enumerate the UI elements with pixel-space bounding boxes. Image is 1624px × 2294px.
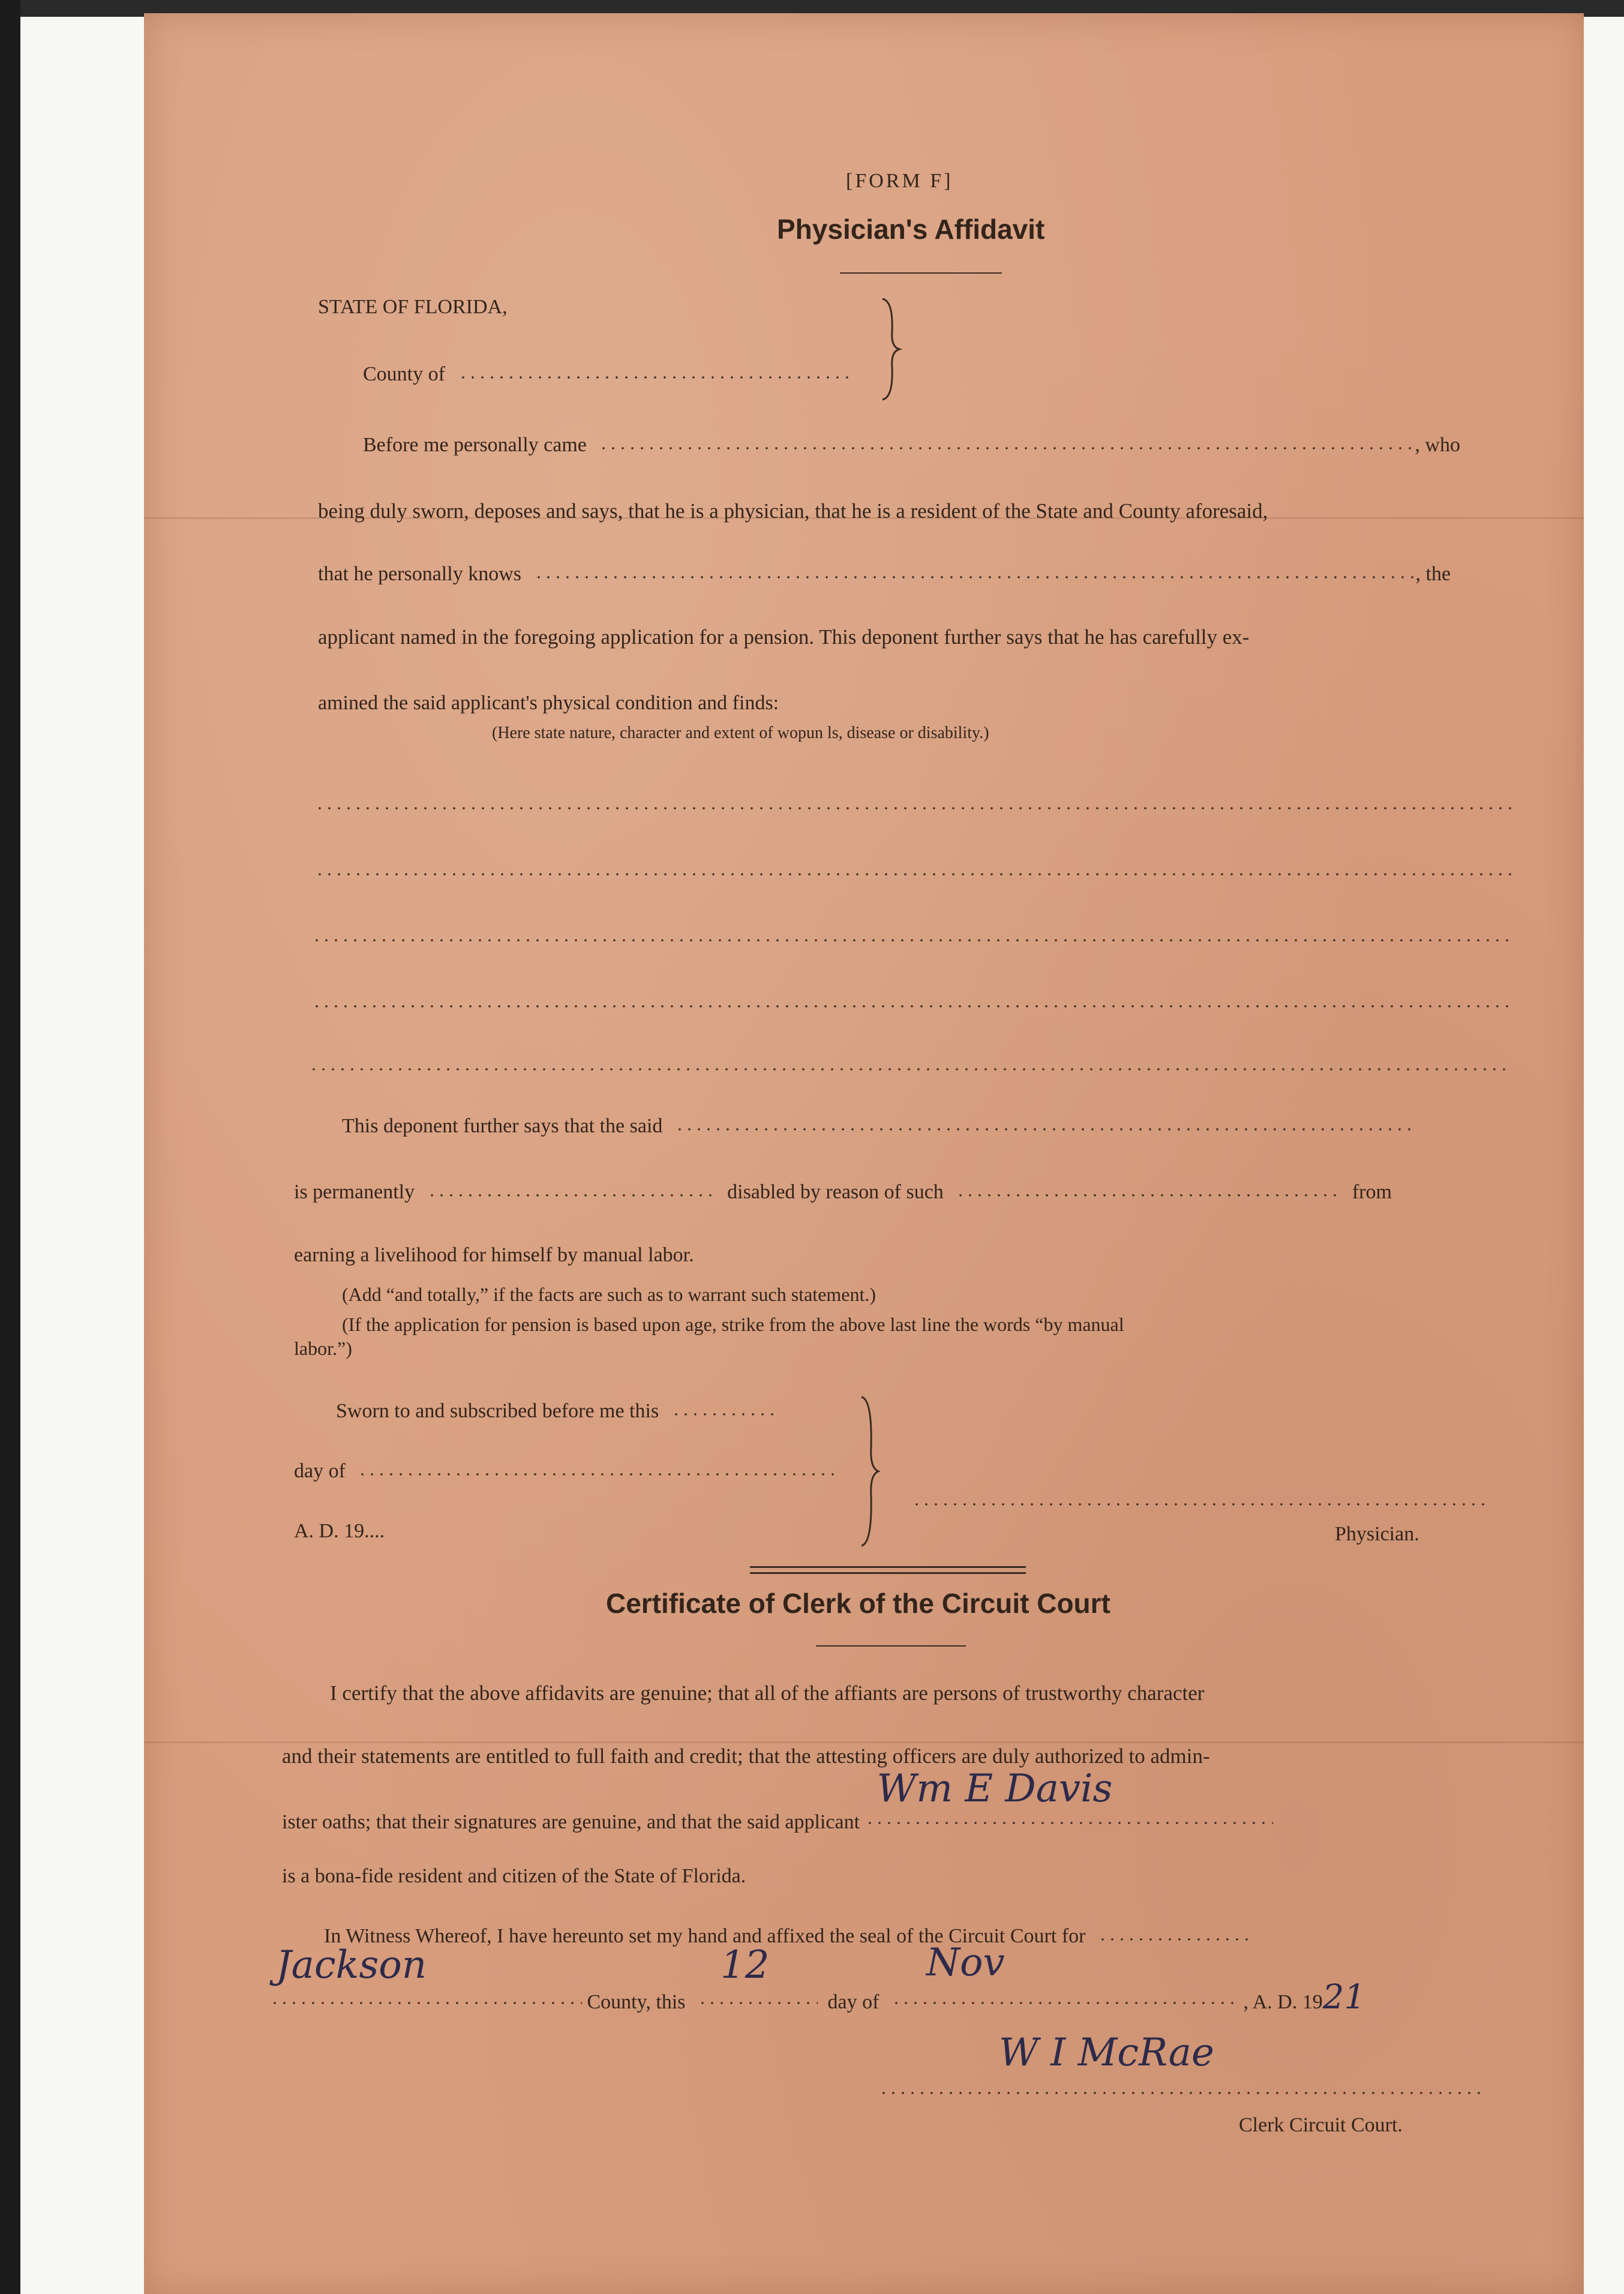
findings-blank-line xyxy=(309,1054,1509,1078)
form-label: [FORM F] xyxy=(846,170,953,192)
certificate-p1: I certify that the above affidavits are genuine; that all of the affiants are persons of trustworthy character xyxy=(330,1681,1205,1705)
certificate-p3 xyxy=(282,1767,1273,1834)
clerk-signature-line xyxy=(879,2031,1485,2104)
text-permanently: is permanently xyxy=(294,1181,415,1203)
section-rule xyxy=(750,1566,1026,1568)
applicant-signature-field xyxy=(865,1767,1273,1828)
title-rule xyxy=(840,272,1002,274)
applicant-name-blank xyxy=(534,574,1416,580)
jurat-day-line xyxy=(294,1459,837,1483)
age-note-cont: labor.”) xyxy=(294,1338,352,1359)
cause-blank xyxy=(956,1192,1340,1198)
text-said-applicant: ister oaths; that their signatures are genuine, and that the said applicant xyxy=(282,1811,860,1833)
text-from: from xyxy=(1352,1181,1392,1203)
certificate-p2: and their statements are entitled to full faith and credit; that the attesting officers are duly authorized to admin- xyxy=(282,1744,1210,1768)
certificate-p4: is a bona-fide resident and citizen of the State of Florida. xyxy=(282,1865,746,1887)
clerk-label: Clerk Circuit Court. xyxy=(1239,2114,1403,2136)
county-date-line xyxy=(270,1941,1365,2017)
month-field xyxy=(884,1941,1238,2008)
livelihood-line: earning a livelihood for himself by manual labor. xyxy=(294,1244,694,1266)
section-rule xyxy=(750,1572,1026,1574)
text-the: , the xyxy=(1415,563,1451,585)
text-before-me: Before me personally came xyxy=(363,434,587,456)
text-day-of-2: day of xyxy=(827,1991,879,2013)
findings-blank-line xyxy=(315,793,1515,817)
degree-blank xyxy=(427,1192,715,1198)
sworn-day-blank xyxy=(671,1411,773,1417)
text-day-of: day of xyxy=(294,1460,346,1482)
paper-fold xyxy=(144,1741,1584,1743)
court-county-blank xyxy=(1098,1936,1248,1942)
county-handwritten: Jackson xyxy=(276,1943,427,1987)
sworn-line xyxy=(336,1399,773,1423)
age-note: (If the application for pension is based upon age, strike from the above last line the words “by manual xyxy=(342,1314,1124,1335)
physician-signature-line xyxy=(912,1489,1488,1513)
clerk-signature-field xyxy=(879,2031,1485,2098)
text-witness-whereof: In Witness Whereof, I have hereunto set my hand and affixed the seal of the Circuit Court for xyxy=(324,1925,1086,1947)
affidavit-line-1 xyxy=(363,433,1460,457)
text-sworn: Sworn to and subscribed before me this xyxy=(336,1400,659,1422)
county-blank xyxy=(458,374,854,380)
text-further-says: This deponent further says that the said xyxy=(342,1115,663,1137)
affidavit-line-3 xyxy=(318,562,1451,586)
form-title: Physician's Affidavit xyxy=(777,214,1045,245)
county-label: County of xyxy=(363,363,445,385)
county-line xyxy=(363,362,854,386)
text-county-this: County, this xyxy=(587,1991,686,2013)
county-field xyxy=(270,1943,582,2008)
text-disabled-by: disabled by reason of such xyxy=(727,1181,944,1203)
jurat-year: A. D. 19.... xyxy=(294,1520,385,1542)
totally-note: (Add “and totally,” if the facts are such as to warrant such statement.) xyxy=(342,1284,876,1305)
text-ad-19: , A. D. 19 xyxy=(1243,1991,1323,2013)
affidavit-line-4: applicant named in the foregoing application for a pension. This deponent further says that he has carefully ex- xyxy=(318,625,1250,649)
physician-label: Physician. xyxy=(1335,1523,1419,1545)
findings-blank-line xyxy=(315,859,1515,883)
clerk-handwritten-signature: W I McRae xyxy=(999,2031,1214,2075)
venue-brace xyxy=(879,295,903,403)
day-field xyxy=(691,1943,822,2008)
jurat-month-blank xyxy=(358,1471,837,1477)
scan-border-left xyxy=(0,0,20,2294)
findings-blank-line xyxy=(312,925,1512,949)
findings-blank-line xyxy=(312,991,1512,1015)
witness-line xyxy=(324,1924,1248,1948)
text-personally-knows: that he personally knows xyxy=(318,563,521,585)
jurat-brace xyxy=(858,1393,882,1549)
year-handwritten: 21 xyxy=(1322,1978,1365,2017)
certificate-rule xyxy=(816,1645,966,1647)
applicant-handwritten-name: Wm E Davis xyxy=(876,1767,1113,1811)
permanently-line xyxy=(294,1180,1392,1204)
month-handwritten: Nov xyxy=(926,1941,1005,1985)
applicant-blank-2 xyxy=(675,1126,1413,1132)
affidavit-line-2: being duly sworn, deposes and says, that he is a physician, that he is a resident of the State and County aforesaid, xyxy=(318,499,1268,523)
condition-instruction: (Here state nature, character and extent of wopun ls, disease or disability.) xyxy=(492,724,989,742)
certificate-title: Certificate of Clerk of the Circuit Court xyxy=(606,1588,1110,1619)
affidavit-line-5: amined the said applicant's physical condition and finds: xyxy=(318,692,779,714)
text-who: , who xyxy=(1415,434,1460,456)
day-handwritten: 12 xyxy=(721,1943,770,1987)
further-line xyxy=(342,1114,1413,1138)
affidavit-document xyxy=(144,13,1584,2294)
state-label: STATE OF FLORIDA, xyxy=(318,296,508,318)
affiant-name-blank xyxy=(599,445,1415,451)
